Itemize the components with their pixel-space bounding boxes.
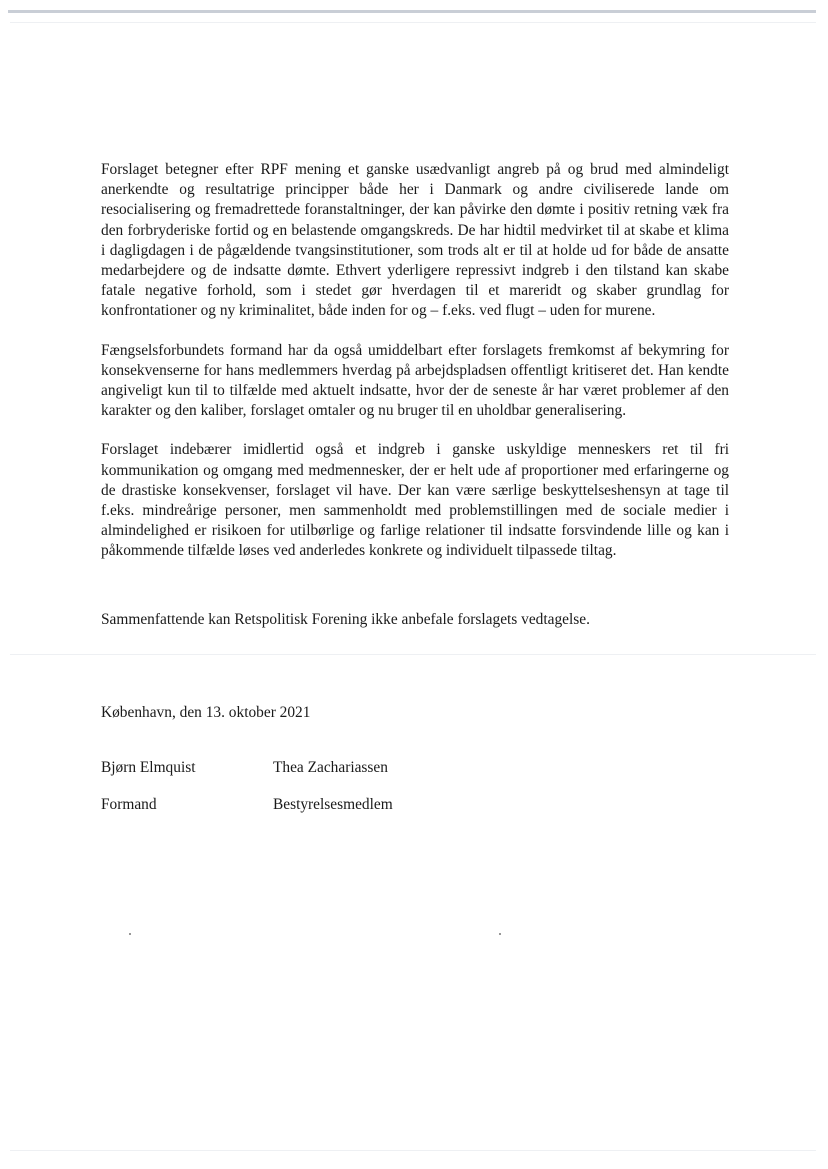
- signatory-role-2: Bestyrelsesmedlem: [273, 796, 393, 813]
- summary-statement: Sammenfattende kan Retspolitisk Forening ikke anbefale forslagets vedtagelse.: [101, 611, 590, 628]
- scan-artifact-line: [10, 1150, 816, 1151]
- signatory-name-1: Bjørn Elmquist: [101, 759, 196, 776]
- paragraph-2: Fængselsforbundets formand har da også umiddelbart efter forslagets fremkomst af bekymring for konsekvenserne for hans medlemmers hverdag på arbejdspladsen offentligt kritiseret det. Han kendte angiveligt kun til to tilfælde med aktuelt indsatte, hvor der de seneste år har været problemer af den karakter og den kaliber, forslaget omtaler og nu bruger til en uholdbar generalisering.: [101, 341, 729, 420]
- scan-speck: [499, 933, 501, 935]
- paragraph-1: Forslaget betegner efter RPF mening et ganske usædvanligt angreb på og brud med almindeligt anerkendte og resultatrige principper både her i Danmark og andre civiliserede lande om resocialisering og fremadrettede foranstaltninger, der kan påvirke den dømte i positiv retning væk fra den forbryderiske fortid og en belastende omgangskreds. De har hidtil medvirket til at skabe et klima i dagligdagen i de pågældende tvangsinstitutioner, som trods alt er til at holde ud for både de ansatte medarbejdere og de indsatte dømte. Ethvert yderligere repressivt indgreb i den tilstand kan skabe fatale negative forhold, som i stedet gør hverdagen til et mareridt og skaber grundlag for konfrontationer og ny kriminalitet, både inden for og – f.eks. ved flugt – uden for murene.: [101, 161, 729, 320]
- signatory-role-1: Formand: [101, 796, 157, 813]
- scan-top-edge: [8, 10, 816, 13]
- paragraph-3: Forslaget indebærer imidlertid også et indgreb i ganske uskyldige menneskers ret til fri kommunikation og omgang med medmennesker, der er helt ude af proportioner med erfaringerne og de drastiske konsekvenser, forslaget vil have. Der kan være særlige beskyttelseshensyn at tage til f.eks. mindreårige personer, men sammenholdt med problemstillingen med de sociale medier i almindelighed er risikoen for utilbørlige og farlige relationer til indsatte forsvindende lille og kan i påkommende tilfælde løses ved anderledes konkrete og individuelt tilpassede tiltag.: [101, 441, 729, 560]
- signatory-name-2: Thea Zachariassen: [273, 759, 388, 776]
- scan-artifact-line: [10, 654, 816, 655]
- body-text: [101, 160, 729, 562]
- scan-artifact-line: [10, 22, 816, 23]
- scan-speck: [129, 933, 131, 935]
- dateline: København, den 13. oktober 2021: [101, 704, 311, 721]
